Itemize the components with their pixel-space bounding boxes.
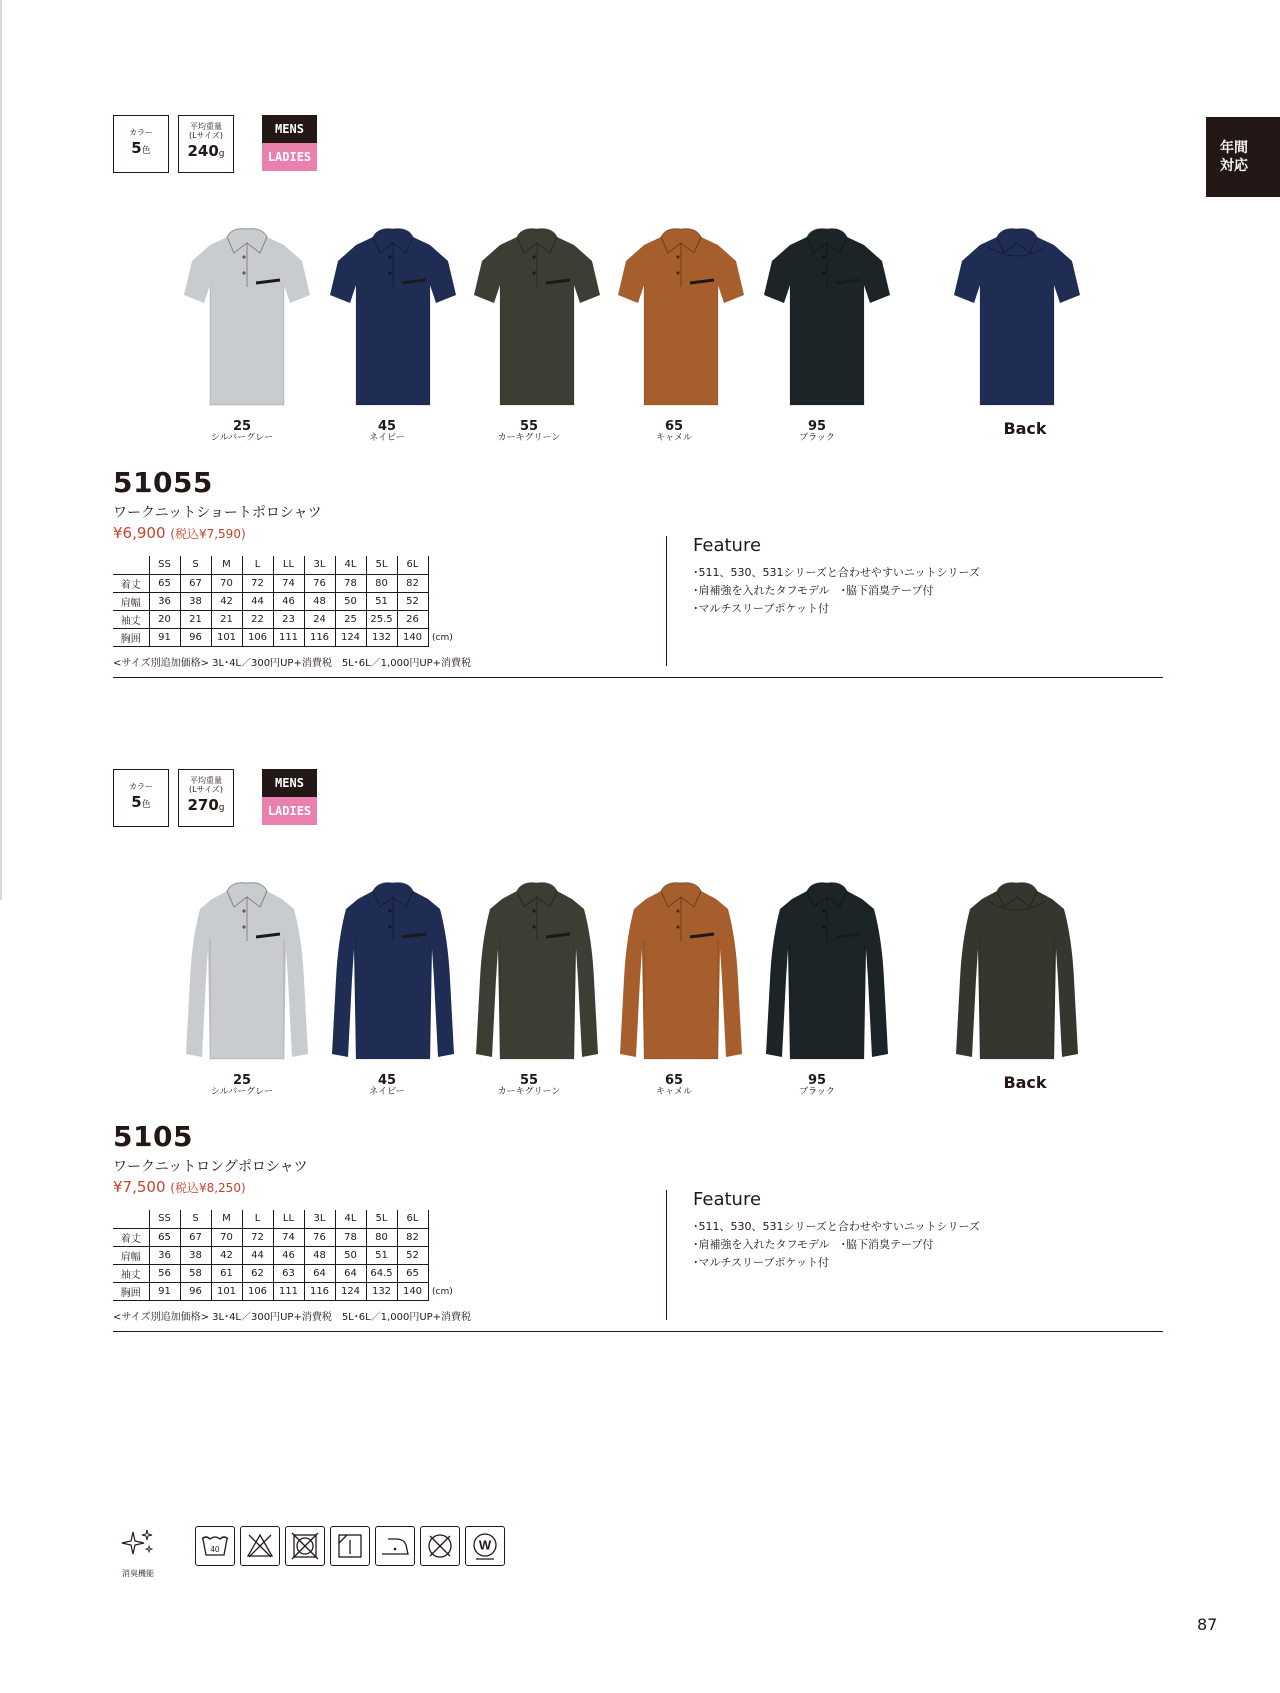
color-label [469,420,589,443]
size-cell: 76 [304,1228,335,1246]
weight-unit: g [218,149,225,159]
color-name: ネイビー [369,433,405,443]
size-cell: 46 [273,592,304,610]
size-cell: 124 [335,628,366,646]
weight-box [178,769,234,827]
color-name: キャメル [655,1087,692,1097]
size-cell: 64 [304,1264,335,1282]
weight-label: 平均重量 (Lサイズ) [188,122,224,140]
color-label [614,1074,734,1097]
deodorant-feature [113,1528,163,1579]
size-row-label: 着丈 [113,1228,149,1246]
size-cell: 65 [149,574,180,592]
price-value: ¥7,500 [113,1178,166,1196]
size-cell: 48 [304,1246,335,1264]
wet-clean-letter: W [478,1537,492,1553]
size-table-corner [113,556,149,574]
size-cell: 74 [273,1228,304,1246]
size-cell: 116 [304,628,335,646]
size-cell: 132 [366,1282,397,1300]
size-cell: 26 [397,610,428,628]
shirt-image-back [942,879,1092,1069]
weight-number: 270 [187,796,219,814]
size-header: 4L [335,556,366,574]
color-code: 55 [519,419,539,434]
price [113,524,246,542]
size-row-label: 袖丈 [113,1264,149,1282]
wet-clean-icon [465,1526,505,1566]
size-cell: 132 [366,628,397,646]
left-margin-rule [0,0,2,900]
color-count-label: カラー [129,782,153,791]
color-code: 65 [664,1073,684,1088]
color-name: キャメル [655,433,692,443]
size-table-corner [113,1210,149,1228]
size-cell: 70 [211,574,242,592]
feature-item: ･マルチスリーブポケット付 [693,1256,829,1269]
size-cell: 111 [273,628,304,646]
size-cell: 25 [335,610,366,628]
size-cell: 65 [149,1228,180,1246]
gender-badges [262,115,317,171]
season-tab-line2: 対応 [1220,158,1248,174]
size-cell: 80 [366,574,397,592]
size-cell: 70 [211,1228,242,1246]
size-header: L [242,1210,273,1228]
color-label [327,420,447,443]
shirt-image-45 [318,225,468,415]
color-code: 95 [807,419,827,434]
size-cell: 62 [242,1264,273,1282]
color-name: ブラック [799,433,835,443]
size-cell: 96 [180,1282,211,1300]
size-cell: 44 [242,1246,273,1264]
page-number: 87 [1197,1615,1218,1634]
size-cell: 56 [149,1264,180,1282]
size-cell: 38 [180,1246,211,1264]
size-cell: 24 [304,610,335,628]
shirt-image-65 [606,879,756,1069]
size-cell: 21 [211,610,242,628]
size-header: SS [149,556,180,574]
feature-title: Feature [693,1189,762,1210]
size-table-row [113,574,428,592]
color-label [182,420,302,443]
shirt-image-25 [172,879,322,1069]
size-cell: 82 [397,574,428,592]
size-cell: 96 [180,628,211,646]
size-cell: 140 [397,1282,428,1300]
size-cell: 25.5 [366,610,397,628]
product-name: ワークニットショートポロシャツ [113,505,322,521]
color-count-number: 5 [131,793,142,811]
color-label [614,420,734,443]
shirt-image-95 [752,879,902,1069]
size-cell: 106 [242,628,273,646]
size-table [113,556,429,647]
back-label-text: Back [1003,1073,1047,1092]
color-count-label: カラー [129,128,153,137]
ladies-badge: LADIES [262,143,317,171]
price [113,1178,246,1196]
shirt-image-95 [752,225,902,415]
size-row-label: 胸囲 [113,628,149,646]
size-cell: 101 [211,1282,242,1300]
size-header: S [180,556,211,574]
sparkle-icon [121,1528,155,1558]
size-row-label: 袖丈 [113,610,149,628]
weight-number: 240 [187,142,219,160]
size-header: LL [273,556,304,574]
feature-item: ･肩補強を入れたタフモデル ･脇下消臭テープ付 [693,1238,934,1251]
color-code: 95 [807,1073,827,1088]
ladies-badge: LADIES [262,797,317,825]
weight-unit: g [218,803,225,813]
size-cell: 72 [242,1228,273,1246]
size-header: 3L [304,1210,335,1228]
size-table-row [113,610,428,628]
color-label [327,1074,447,1097]
size-cell: 67 [180,1228,211,1246]
size-cell: 46 [273,1246,304,1264]
size-table-row [113,592,428,610]
size-header: 6L [397,556,428,574]
size-cell: 65 [397,1264,428,1282]
color-name: シルバーグレー [210,1087,274,1097]
size-cell: 67 [180,574,211,592]
size-cell: 63 [273,1264,304,1282]
section-divider [113,677,1163,678]
size-cell: 52 [397,592,428,610]
size-cell: 20 [149,610,180,628]
addon-price-note: <サイズ別追加価格> 3L･4L／300円UP+消費税 5L･6L／1,000円UP+消費税 [113,1312,472,1323]
shirt-image-25 [172,225,322,415]
back-label [965,418,1085,440]
color-code: 65 [664,419,684,434]
size-unit: (cm) [432,1287,453,1297]
feature-list [693,1218,980,1272]
size-cell: 101 [211,628,242,646]
color-count-box [113,115,169,173]
product-name: ワークニットロングポロシャツ [113,1159,308,1175]
shirt-image-65 [606,225,756,415]
no-tumble-dry-icon [285,1526,325,1566]
color-code: 25 [232,419,252,434]
size-cell: 74 [273,574,304,592]
back-label [965,1072,1085,1094]
size-cell: 42 [211,592,242,610]
drip-dry-shade-icon [330,1526,370,1566]
weight-value [179,142,233,160]
no-bleach-icon [240,1526,280,1566]
weight-value [179,796,233,814]
size-row-label: 肩幅 [113,592,149,610]
size-cell: 78 [335,1228,366,1246]
size-row-label: 肩幅 [113,1246,149,1264]
size-cell: 64.5 [366,1264,397,1282]
shirt-image-55 [462,879,612,1069]
size-header: 4L [335,1210,366,1228]
size-cell: 21 [180,610,211,628]
size-cell: 80 [366,1228,397,1246]
price-tax: (税込¥8,250) [170,1181,246,1195]
mens-badge: MENS [262,769,317,797]
size-cell: 72 [242,574,273,592]
feature-item: ･511、530、531シリーズと合わせやすいニットシリーズ [693,566,980,579]
back-label-text: Back [1003,419,1047,438]
size-cell: 76 [304,574,335,592]
color-count-box [113,769,169,827]
size-cell: 51 [366,592,397,610]
section-divider [113,1331,1163,1332]
shirt-image-55 [462,225,612,415]
size-cell: 78 [335,574,366,592]
size-cell: 36 [149,592,180,610]
color-code: 25 [232,1073,252,1088]
wash-temp: 40 [210,1545,220,1554]
size-cell: 50 [335,1246,366,1264]
size-cell: 52 [397,1246,428,1264]
price-value: ¥6,900 [113,524,166,542]
size-row-label: 着丈 [113,574,149,592]
size-table-row [113,1228,428,1246]
size-table-row [113,628,428,646]
color-code: 45 [377,1073,397,1088]
season-tab [1206,117,1280,197]
shirt-image-45 [318,879,468,1069]
size-header: M [211,1210,242,1228]
color-name: ブラック [799,1087,835,1097]
size-table-row [113,1264,428,1282]
size-header: LL [273,1210,304,1228]
color-count-unit: 色 [141,800,151,810]
size-cell: 111 [273,1282,304,1300]
size-cell: 48 [304,592,335,610]
feature-item: ･マルチスリーブポケット付 [693,602,829,615]
size-cell: 82 [397,1228,428,1246]
color-label [757,420,877,443]
size-cell: 51 [366,1246,397,1264]
addon-price-note: <サイズ別追加価格> 3L･4L／300円UP+消費税 5L･6L／1,000円UP+消費税 [113,658,472,669]
color-name: カーキグリーン [497,1087,561,1097]
size-cell: 61 [211,1264,242,1282]
model-number: 5105 [113,1120,193,1153]
size-cell: 50 [335,592,366,610]
size-cell: 36 [149,1246,180,1264]
size-cell: 64 [335,1264,366,1282]
size-cell: 58 [180,1264,211,1282]
color-label [182,1074,302,1097]
feature-divider [666,536,667,666]
mens-badge: MENS [262,115,317,143]
iron-low-icon [375,1526,415,1566]
price-tax: (税込¥7,590) [170,527,246,541]
size-table-row [113,1282,428,1300]
color-name: シルバーグレー [210,433,274,443]
wash-40-icon [195,1526,235,1566]
size-header: 5L [366,1210,397,1228]
size-cell: 23 [273,610,304,628]
size-table-row [113,1246,428,1264]
size-unit: (cm) [432,633,453,643]
color-name: ネイビー [369,1087,405,1097]
size-cell: 42 [211,1246,242,1264]
color-label [469,1074,589,1097]
size-cell: 124 [335,1282,366,1300]
color-count-value [114,139,168,157]
feature-divider [666,1190,667,1320]
model-number: 51055 [113,466,213,499]
weight-box [178,115,234,173]
size-cell: 91 [149,1282,180,1300]
feature-list [693,564,980,618]
size-header: L [242,556,273,574]
size-cell: 140 [397,628,428,646]
color-code: 55 [519,1073,539,1088]
size-cell: 116 [304,1282,335,1300]
gender-badges [262,769,317,825]
no-dry-clean-icon [420,1526,460,1566]
deodorant-label: 消臭機能 [122,1569,154,1578]
color-label [757,1074,877,1097]
size-cell: 91 [149,628,180,646]
color-code: 45 [377,419,397,434]
size-cell: 38 [180,592,211,610]
weight-label: 平均重量 (Lサイズ) [188,776,224,794]
size-cell: 44 [242,592,273,610]
size-header: 3L [304,556,335,574]
feature-item: ･511、530、531シリーズと合わせやすいニットシリーズ [693,1220,980,1233]
size-header: M [211,556,242,574]
feature-item: ･肩補強を入れたタフモデル ･脇下消臭テープ付 [693,584,934,597]
size-header: 5L [366,556,397,574]
color-count-number: 5 [131,139,142,157]
feature-title: Feature [693,535,762,556]
color-name: カーキグリーン [497,433,561,443]
size-cell: 106 [242,1282,273,1300]
color-count-unit: 色 [141,146,151,156]
color-count-value [114,793,168,811]
shirt-image-back [942,225,1092,415]
size-header: 6L [397,1210,428,1228]
size-header: S [180,1210,211,1228]
season-tab-line1: 年間 [1220,140,1248,156]
size-header: SS [149,1210,180,1228]
size-table [113,1210,429,1301]
size-row-label: 胸囲 [113,1282,149,1300]
size-cell: 22 [242,610,273,628]
